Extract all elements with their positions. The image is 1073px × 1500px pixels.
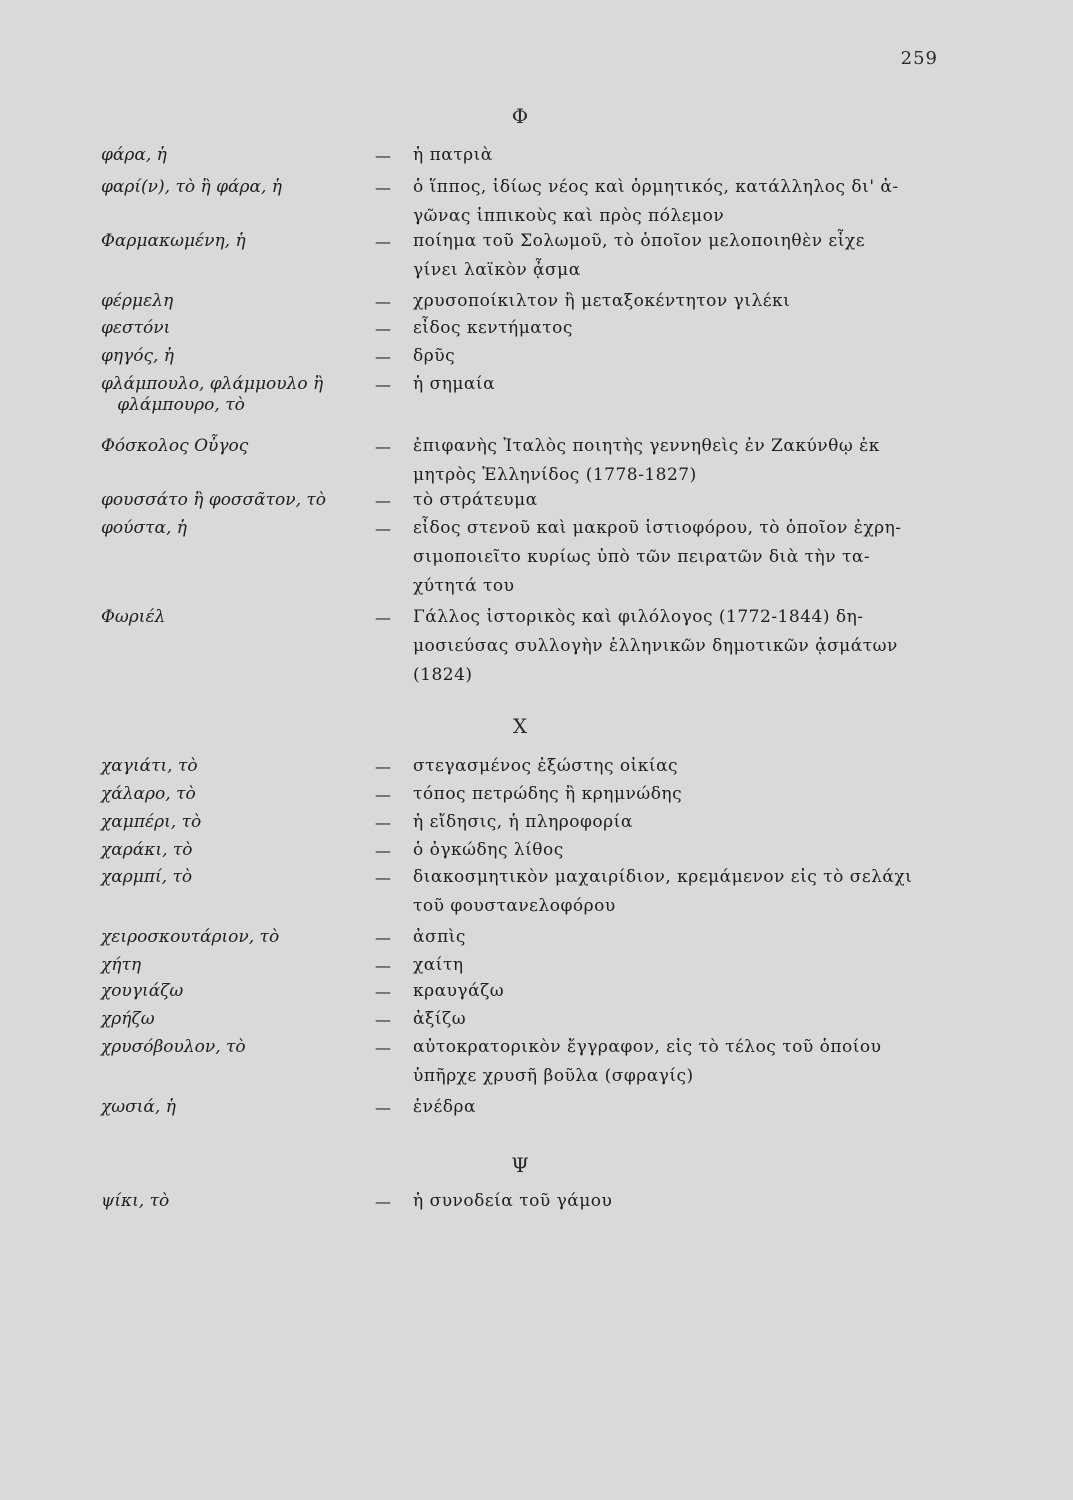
entry-term: φέρμελη bbox=[101, 291, 174, 311]
entry-term: φουσσάτο ἢ φοσσᾶτον, τὸ bbox=[101, 490, 327, 510]
entry-definition bbox=[413, 951, 938, 980]
entry-term: χήτη bbox=[101, 955, 142, 975]
entry-dash: — bbox=[375, 841, 391, 860]
entry-term: φεστόνι bbox=[101, 318, 171, 338]
entry-dash: — bbox=[375, 928, 391, 947]
definition-line: αὐτοκρατορικὸν ἔγγραφον, εἰς τὸ τέλος τοῦ ὁποίου bbox=[413, 1037, 882, 1057]
definition-line: ἐνέδρα bbox=[413, 1097, 476, 1117]
entry-definition bbox=[413, 1005, 938, 1034]
definition-line: Γάλλος ἱστορικὸς καὶ φιλόλογος (1772-1844) δη- bbox=[413, 607, 864, 627]
entry-term: φούστα, ἡ bbox=[101, 518, 187, 538]
definition-line: γῶνας ἱππικοὺς καὶ πρὸς πόλεμον bbox=[413, 206, 725, 226]
definition-line: χρυσοποίκιλτον ἢ μεταξοκέντητον γιλέκι bbox=[413, 291, 791, 311]
entry-definition bbox=[413, 314, 938, 343]
entry-dash: — bbox=[375, 1038, 391, 1057]
entry-dash: — bbox=[375, 491, 391, 510]
entry-definition bbox=[413, 863, 938, 921]
definition-line: ἐπιφανὴς Ἰταλὸς ποιητὴς γεννηθεὶς ἐν Ζακύνθῳ ἐκ bbox=[413, 436, 880, 456]
definition-line: ἡ συνοδεία τοῦ γάμου bbox=[413, 1191, 613, 1211]
entry-definition bbox=[413, 287, 938, 316]
entry-dash: — bbox=[375, 437, 391, 456]
entry-definition bbox=[413, 514, 938, 601]
entry-dash: — bbox=[375, 1192, 391, 1211]
entry-dash: — bbox=[375, 956, 391, 975]
entry-definition bbox=[413, 1093, 938, 1122]
entry-definition bbox=[413, 141, 938, 170]
entry-term: χαρμπί, τὸ bbox=[101, 867, 193, 887]
definition-line: ἀξίζω bbox=[413, 1009, 467, 1029]
entry-definition bbox=[413, 227, 938, 285]
definition-line: ὁ ὀγκώδης λίθος bbox=[413, 840, 564, 860]
entry-term: χρυσόβουλον, τὸ bbox=[101, 1037, 246, 1057]
definition-line: στεγασμένος ἐξώστης οἰκίας bbox=[413, 756, 679, 776]
definition-line: μητρὸς Ἑλληνίδος (1778-1827) bbox=[413, 465, 697, 485]
entry-dash: — bbox=[375, 982, 391, 1001]
definition-line: σιμοποιεῖτο κυρίως ὑπὸ τῶν πειρατῶν διὰ τὴν τα- bbox=[413, 547, 871, 567]
definition-line: διακοσμητικὸν μαχαιρίδιον, κρεμάμενον εἰς τὸ σελάχι bbox=[413, 867, 913, 887]
entry-term: χαγιάτι, τὸ bbox=[101, 756, 198, 776]
definition-line: δρῦς bbox=[413, 346, 456, 366]
entry-dash: — bbox=[375, 347, 391, 366]
definition-line: μοσιεύσας συλλογὴν ἑλληνικῶν δημοτικῶν ᾀσμάτων bbox=[413, 636, 898, 656]
entry-definition bbox=[413, 173, 938, 231]
page-number: 259 bbox=[900, 48, 938, 69]
definition-line: ἀσπὶς bbox=[413, 927, 466, 947]
definition-line: τόπος πετρώδης ἢ κρημνώδης bbox=[413, 784, 683, 804]
entry-dash: — bbox=[375, 292, 391, 311]
entry-dash: — bbox=[375, 813, 391, 832]
section-heading-chi: Χ bbox=[512, 714, 528, 738]
entry-term: χαράκι, τὸ bbox=[101, 840, 193, 860]
definition-line: ἡ σημαία bbox=[413, 374, 496, 394]
definition-line: ποίημα τοῦ Σολωμοῦ, τὸ ὁποῖον μελοποιηθὲν εἶχε bbox=[413, 231, 866, 251]
definition-line: τοῦ φουστανελοφόρου bbox=[413, 896, 616, 916]
entry-term: φάρα, ἡ bbox=[101, 145, 167, 165]
entry-dash: — bbox=[375, 868, 391, 887]
entry-definition bbox=[413, 1187, 938, 1216]
entry-term: χωσιά, ἡ bbox=[101, 1097, 176, 1117]
entry-dash: — bbox=[375, 1010, 391, 1029]
entry-term: χειροσκουτάριον, τὸ bbox=[101, 927, 280, 947]
definition-line: εἶδος στενοῦ καὶ μακροῦ ἱστιοφόρου, τὸ ὁποῖον ἐχρη- bbox=[413, 518, 902, 538]
entry-definition bbox=[413, 1033, 938, 1091]
entry-definition bbox=[413, 836, 938, 865]
entry-term: Φόσκολος Οὖγος bbox=[101, 436, 249, 456]
definition-line: ἡ πατριὰ bbox=[413, 145, 493, 165]
definition-line: ἡ εἴδησις, ἡ πληροφορία bbox=[413, 812, 633, 832]
entry-definition bbox=[413, 780, 938, 809]
entry-term: φηγός, ἡ bbox=[101, 346, 174, 366]
entry-term: φλάμπουλο, φλάμμουλο ἢ φλάμπουρο, τὸ bbox=[101, 374, 324, 415]
definition-line: ὁ ἵππος, ἰδίως νέος καὶ ὁρμητικός, κατάλληλος δι' ἀ- bbox=[413, 177, 899, 197]
definition-line: χαίτη bbox=[413, 955, 464, 975]
entry-term: χάλαρο, τὸ bbox=[101, 784, 196, 804]
entry-dash: — bbox=[375, 319, 391, 338]
entry-definition bbox=[413, 486, 938, 515]
section-heading-psi: Ψ bbox=[511, 1153, 529, 1177]
entry-dash: — bbox=[375, 375, 391, 394]
entry-term: χουγιάζω bbox=[101, 981, 184, 1001]
definition-line: (1824) bbox=[413, 665, 473, 685]
entry-dash: — bbox=[375, 1098, 391, 1117]
entry-definition bbox=[413, 808, 938, 837]
section-heading-phi: Φ bbox=[511, 104, 529, 128]
entry-dash: — bbox=[375, 757, 391, 776]
entry-dash: — bbox=[375, 608, 391, 627]
entry-term: χαμπέρι, τὸ bbox=[101, 812, 202, 832]
entry-definition bbox=[413, 977, 938, 1006]
entry-dash: — bbox=[375, 178, 391, 197]
definition-line: εἶδος κεντήματος bbox=[413, 318, 573, 338]
definition-line: γίνει λαϊκὸν ᾆσμα bbox=[413, 260, 581, 280]
entry-term: Φωριέλ bbox=[101, 607, 166, 627]
definition-line: ὑπῆρχε χρυσῆ βοῦλα (σφραγίς) bbox=[413, 1066, 694, 1086]
definition-line: κραυγάζω bbox=[413, 981, 505, 1001]
entry-term: ψίκι, τὸ bbox=[101, 1191, 170, 1211]
entry-definition bbox=[413, 752, 938, 781]
entry-dash: — bbox=[375, 232, 391, 251]
entry-definition bbox=[413, 603, 938, 690]
entry-dash: — bbox=[375, 785, 391, 804]
entry-definition bbox=[413, 370, 938, 399]
entry-definition bbox=[413, 432, 938, 490]
entry-term: Φαρμακωμένη, ἡ bbox=[101, 231, 246, 251]
entry-dash: — bbox=[375, 146, 391, 165]
entry-term: χρήζω bbox=[101, 1009, 155, 1029]
entry-definition bbox=[413, 342, 938, 371]
definition-line: τὸ στράτευμα bbox=[413, 490, 538, 510]
definition-line: χύτητά του bbox=[413, 576, 515, 596]
entry-dash: — bbox=[375, 519, 391, 538]
entry-definition bbox=[413, 923, 938, 952]
entry-term: φαρί(ν), τὸ ἢ φάρα, ἡ bbox=[101, 177, 282, 197]
